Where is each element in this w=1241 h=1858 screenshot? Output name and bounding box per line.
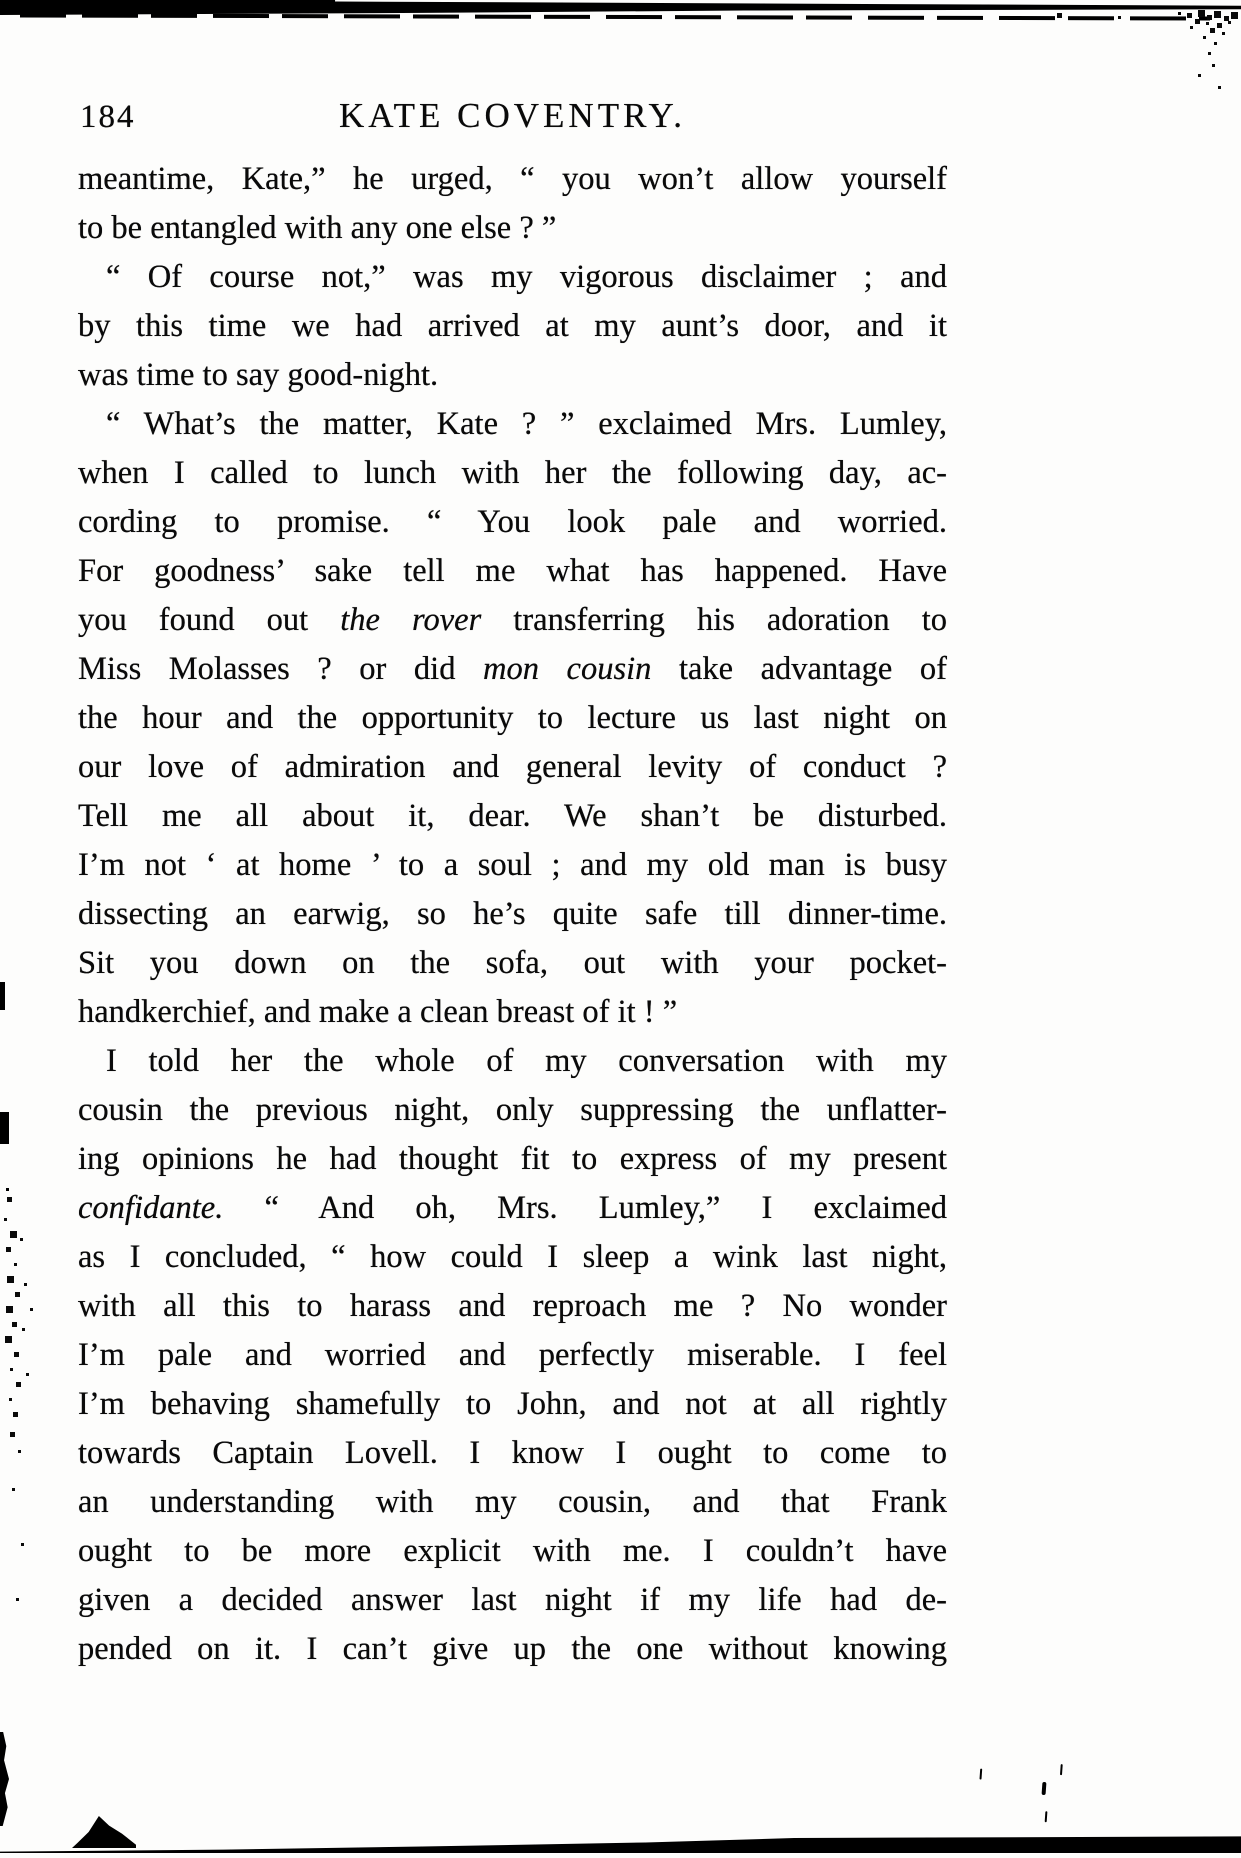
text-line: meantime, Kate,” he urged, “ you won’t allow yourself [78,161,947,197]
scan-artifact-noise-top-right [1178,12,1181,15]
text-line: “ Of course not,” was my vigorous disclaimer ; and [106,259,947,295]
text-line: dissecting an earwig, so he’s quite safe till dinner-time. [78,896,947,932]
scan-artifact-left-streak [0,1732,9,1826]
page-number: 184 [80,99,136,135]
text-line: the hour and the opportunity to lecture us last night on [78,700,947,736]
page-header [78,96,947,142]
text-line: to be entangled with any one else ? ” [78,210,557,246]
text-line: confidante. “ And oh, Mrs. Lumley,” I exclaimed [78,1190,947,1226]
text-line: with all this to harass and reproach me ? No wonder [78,1288,947,1324]
scan-artifact-top-bar [0,0,1241,15]
text-line: towards Captain Lovell. I know I ought to come to [78,1435,947,1471]
scan-artifact-ink-blob [72,1816,136,1848]
text-line: Tell me all about it, dear. We shan’t be disturbed. [78,798,947,834]
text-line: by this time we had arrived at my aunt’s door, and it [78,308,947,344]
text-line: an understanding with my cousin, and that Frank [78,1484,947,1520]
text-line: Sit you down on the sofa, out with your pocket- [78,945,947,981]
text-line: I’m behaving shamefully to John, and not at all rightly [78,1386,947,1422]
text-line: our love of admiration and general levity of conduct ? [78,749,947,785]
text-line: was time to say good-night. [78,357,439,393]
text-line: you found out the rover transferring his adoration to [78,602,947,638]
text-line: Miss Molasses ? or did mon cousin take advantage of [78,651,947,687]
text-line: handkerchief, and make a clean breast of it ! ” [78,994,678,1030]
text-line: I told her the whole of my conversation with my [106,1043,947,1079]
page-body [78,155,947,1674]
scan-artifact-top-line [20,13,1210,20]
text-line: For goodness’ sake tell me what has happened. Have [78,553,947,589]
scan-artifact-left-edge-tick [0,982,5,1010]
text-line: pended on it. I can’t give up the one without knowing [78,1631,947,1667]
text-line: as I concluded, “ how could I sleep a wink last night, [78,1239,947,1275]
scan-artifact-noise-left-edge [6,1188,9,1191]
text-line: when I called to lunch with her the following day, ac- [78,455,947,491]
text-line: ought to be more explicit with me. I couldn’t have [78,1533,947,1569]
running-title: KATE COVENTRY. [338,96,687,135]
text-line: ing opinions he had thought fit to express of my present [78,1141,947,1177]
text-line: “ What’s the matter, Kate ? ” exclaimed Mrs. Lumley, [106,406,947,442]
text-line: I’m not ‘ at home ’ to a soul ; and my old man is busy [78,847,947,883]
text-line: cording to promise. “ You look pale and worried. [78,504,947,540]
text-line: given a decided answer last night if my life had de- [78,1582,947,1618]
scan-artifact-bottom-band [0,1836,1241,1853]
text-line: cousin the previous night, only suppressing the unflatter- [78,1092,947,1128]
text-line: I’m pale and worried and perfectly miserable. I feel [78,1337,947,1373]
scan-artifact-ink-speck [1042,1782,1047,1795]
